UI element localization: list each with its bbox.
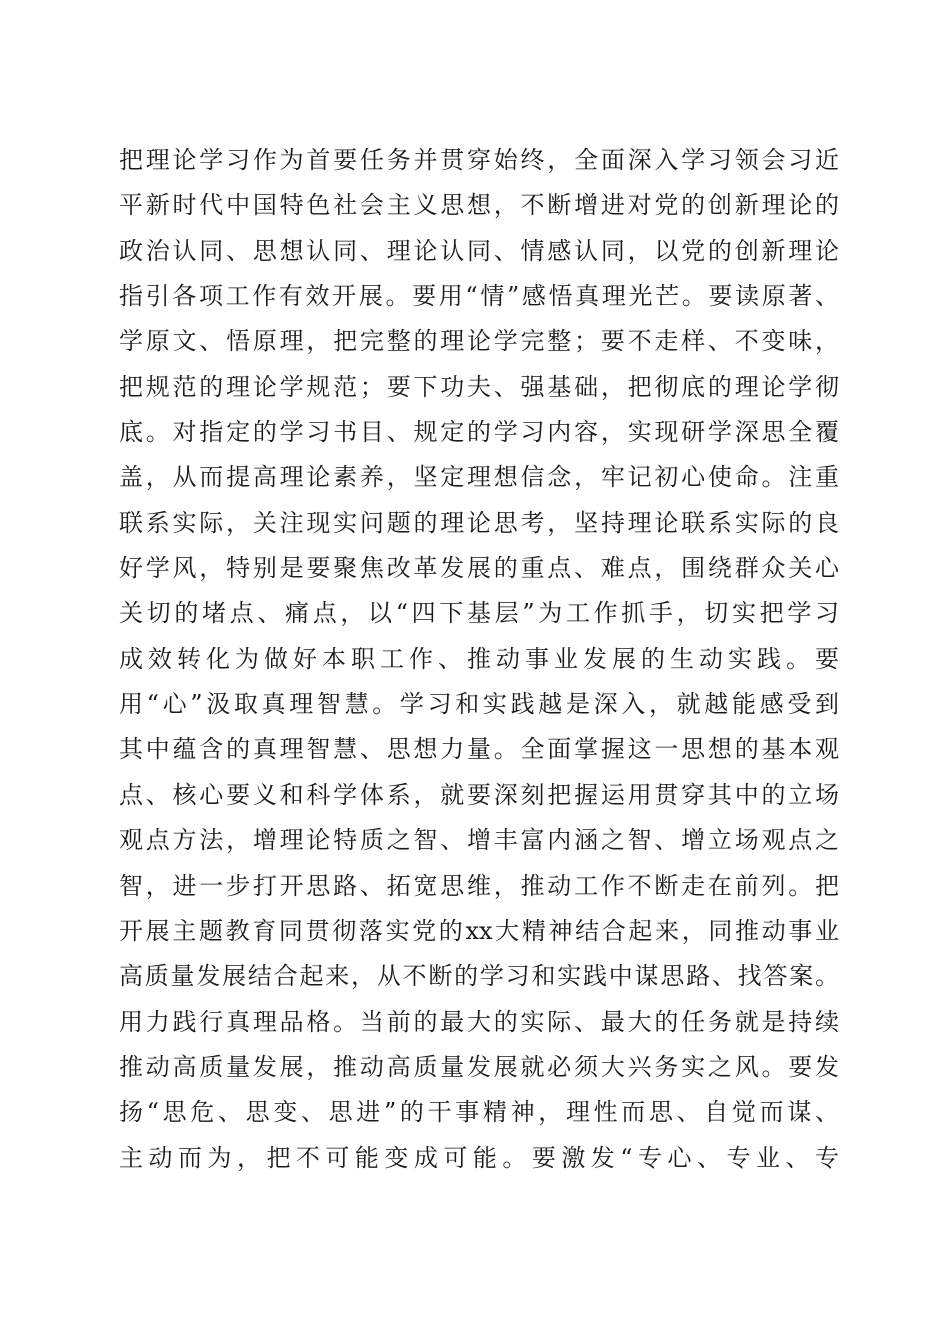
- text-line: 其中蕴含的真理智慧、思想力量。全面掌握这一思想的基本观: [119, 735, 839, 764]
- text-line: 盖，从而提高理论素养，坚定理想信念，牢记初心使命。注重: [119, 463, 839, 492]
- text-line: 把规范的理论学规范；要下功夫、强基础，把彻底的理论学彻: [119, 372, 839, 401]
- text-line: 指引各项工作有效开展。要用“情”感悟真理光芒。要读原著、: [119, 282, 839, 311]
- text-line: 平新时代中国特色社会主义思想，不断增进对党的创新理论的: [119, 191, 839, 220]
- text-line: 推动高质量发展，推动高质量发展就必须大兴务实之风。要发: [119, 1052, 839, 1081]
- text-line: 把理论学习作为首要任务并贯穿始终，全面深入学习领会习近: [119, 146, 839, 174]
- text-line: 观点方法，增理论特质之智、增丰富内涵之智、增立场观点之: [119, 826, 839, 855]
- text-line: 高质量发展结合起来，从不断的学习和实践中谋思路、找答案。: [119, 962, 839, 991]
- text-line: 成效转化为做好本职工作、推动事业发展的生动实践。要: [119, 644, 839, 673]
- text-line: 关切的堵点、痛点，以“四下基层”为工作抓手，切实把学习: [119, 599, 839, 628]
- text-line: 用力践行真理品格。当前的最大的实际、最大的任务就是持续: [119, 1007, 839, 1036]
- text-line: 扬“思危、思变、思进”的干事精神，理性而思、自觉而谋、: [119, 1098, 839, 1127]
- text-line: 联系实际，关注现实问题的理论思考，坚持理论联系实际的良: [119, 508, 839, 537]
- text-line: 开展主题教育同贯彻落实党的xx大精神结合起来，同推动事业: [119, 916, 839, 945]
- text-line: 智，进一步打开思路、拓宽思维，推动工作不断走在前列。把: [119, 871, 839, 900]
- text-line: 底。对指定的学习书目、规定的学习内容，实现研学深思全覆: [119, 418, 839, 447]
- text-line: 主动而为，把不可能变成可能。要激发“专心、专业、专: [119, 1143, 839, 1172]
- text-line: 点、核心要义和科学体系，就要深刻把握运用贯穿其中的立场: [119, 780, 839, 809]
- text-line: 政治认同、思想认同、理论认同、情感认同，以党的创新理论: [119, 236, 839, 265]
- text-line: 学原文、悟原理，把完整的理论学完整；要不走样、不变味，: [119, 327, 839, 356]
- text-line: 好学风，特别是要聚焦改革发展的重点、难点，围绕群众关心: [119, 554, 839, 583]
- text-line: 用“心”汲取真理智慧。学习和实践越是深入，就越能感受到: [119, 690, 839, 719]
- body-paragraph: [119, 138, 839, 1181]
